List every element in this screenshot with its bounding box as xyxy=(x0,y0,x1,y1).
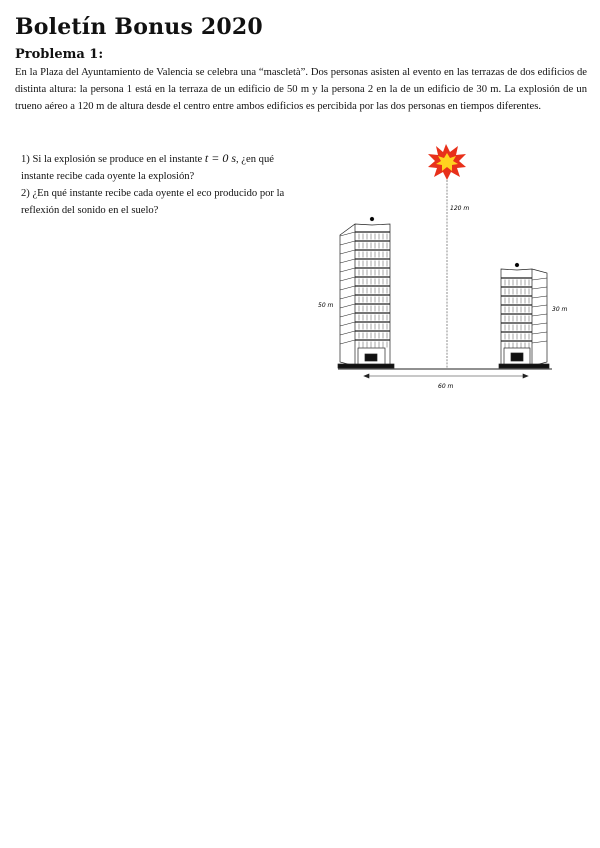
questions-block xyxy=(21,150,291,219)
question-1-math: t = 0 s xyxy=(204,151,236,165)
label-explosion-height: 120 m xyxy=(450,205,470,212)
problem-title: Problema 1: xyxy=(15,47,104,62)
question-1-prefix: 1) Si la explosión se produce en el instante xyxy=(21,154,205,165)
label-distance: 60 m xyxy=(438,383,454,390)
problem-statement: En la Plaza del Ayuntamiento de Valencia se celebra una “mascletà”. Dos personas asisten al evento en las terrazas de dos edificios de distinta altura: la persona 1 está en la terraza de un edificio de 50 m y la persona 2 en la de un edificio de 30 m. La explosión de un trueno aéreo a 120 m de altura desde el centro entre ambos edificios es percibida por las dos personas en tiempos diferentes. xyxy=(15,67,587,112)
question-1-suffix: , ¿en qué instante recibe cada oyente la explosión? xyxy=(21,154,274,182)
label-building-1: 50 m xyxy=(318,302,334,309)
building-2 xyxy=(499,263,549,368)
document-title: Boletín Bonus 2020 xyxy=(15,14,263,40)
distance-arrow xyxy=(364,374,528,378)
label-building-2: 30 m xyxy=(552,306,568,313)
problem-figure xyxy=(300,140,590,400)
question-2: 2) ¿En qué instante recibe cada oyente el eco producido por la reflexión del sonido en el suelo? xyxy=(21,188,285,216)
person-1-icon xyxy=(370,217,374,221)
question-1 xyxy=(21,150,291,185)
explosion-icon xyxy=(428,144,466,180)
building-1 xyxy=(338,217,394,368)
person-2-icon xyxy=(515,263,519,267)
